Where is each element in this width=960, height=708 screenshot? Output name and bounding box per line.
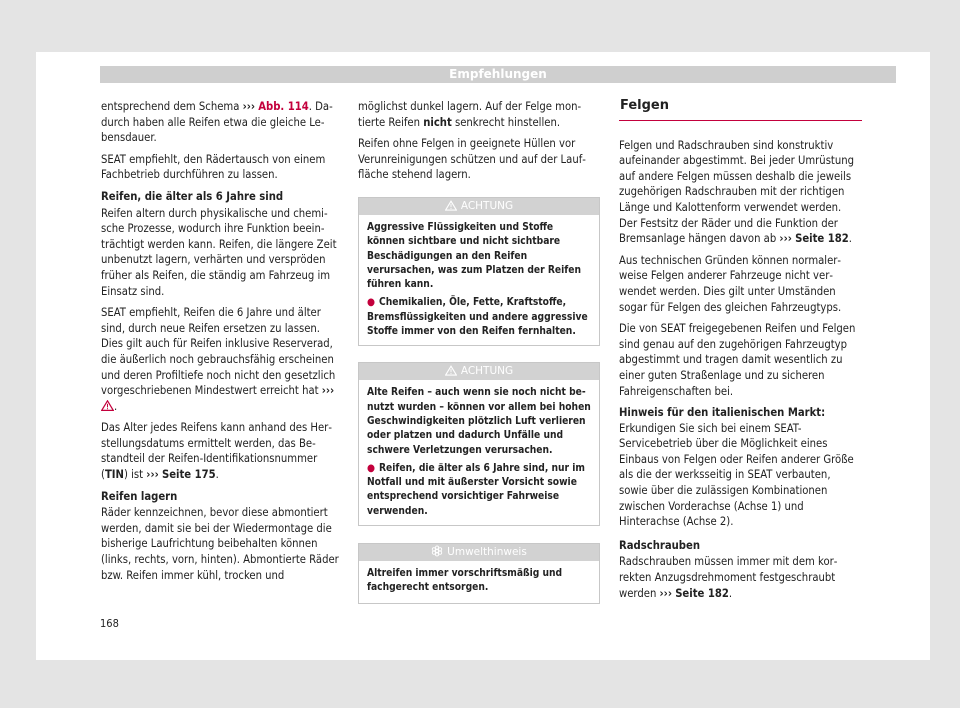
environment-flower-icon: [431, 545, 443, 557]
environment-title: Umwelthinweis: [447, 546, 527, 559]
emphasis: Hinweis für den italienischen Markt:: [619, 406, 826, 420]
paragraph-storage: Räder kennzeichnen, bevor diese abmontiert werden, damit sie bei der Wiedermontage die bisherige Laufrichtung beibehalten können (links, rechts, vorn, hinten). Abmontierte Räder bzw. Reifen immer kühl, trocken und: [101, 506, 339, 582]
paragraph-age: [101, 420, 341, 482]
warning-triangle-icon: [445, 200, 457, 211]
environment-box-body: [359, 561, 599, 603]
text: ) ist: [123, 468, 147, 482]
arrow-icon: ›››: [779, 232, 792, 246]
paragraph-covers: Reifen ohne Felgen in geeignete Hüllen vor Verunreinigungen schützen und auf der Lauffläche stehend lagern.: [358, 137, 586, 182]
arrow-icon: ›››: [242, 100, 256, 113]
page-link[interactable]: Seite 182: [795, 232, 849, 246]
text: entsprechend dem Schema: [101, 100, 243, 113]
text: Das Alter jedes Reifens kann anhand des Herstellungsdatums ermittelt werden, das Bestandteil der Reifen-Identifikationsnummer (: [101, 421, 332, 482]
warning-bullet-item: [367, 462, 591, 519]
warning-text: Alte Reifen – auch wenn sie noch nicht benutzt wurden – können vor allem bei hohen Geschwindigkeiten plötzlich Luft verlieren oder platzen und dadurch Unfälle und schwere Verletzungen verursachen.: [367, 387, 591, 456]
text: SEAT empfiehlt, Reifen die 6 Jahre und älter sind, durch neue Reifen ersetzen zu lassen. Dies gilt auch für Reifen inklusive Reserverad, die äußerlich noch gebrauchsfähig erscheinen und deren Profiltiefe noch nicht den gesetzlich vorgeschriebenen Mindestwert erreicht hat: [101, 306, 336, 398]
tin-label: TIN: [104, 468, 124, 482]
manual-page: [36, 52, 930, 660]
paragraph-storage-cont: [358, 99, 600, 130]
page-link[interactable]: Seite 175: [161, 468, 216, 482]
arrow-icon: ›››: [321, 384, 335, 398]
environment-box-header: [359, 544, 599, 561]
subheading-old-tires: Reifen, die älter als 6 Jahre sind: [101, 189, 284, 203]
arrow-icon: ›››: [659, 586, 672, 600]
page-number: 168: [100, 617, 119, 630]
paragraph-recommendation: SEAT empfiehlt, den Rädertausch von einem Fachbetrieb durchführen zu lassen.: [101, 152, 326, 182]
paragraph-schema: [101, 99, 341, 146]
warning-box-chemicals: [358, 197, 600, 346]
emphasis: nicht: [423, 115, 452, 129]
warning-triangle-icon[interactable]: [101, 400, 114, 411]
paragraph-approved: Die von SEAT freigegebenen Reifen und Felgen sind genau auf den zugehörigen Fahrzeugtyp abgestimmt und tragen damit wesentlich zu einer guten Straßenlage und zu sicheren Fahreigenschaften bei.: [619, 322, 856, 398]
text: . Dadurch haben alle Reifen etwa die gleiche Lebensdauer.: [101, 100, 333, 145]
page-link[interactable]: Seite 182: [675, 586, 729, 600]
bullet-icon: ●: [367, 462, 375, 474]
paragraph-italy: [619, 405, 862, 530]
subheading-wheel-bolts: Radschrauben: [619, 538, 700, 552]
column-middle: [358, 99, 600, 604]
figure-link[interactable]: Abb. 114: [258, 100, 309, 113]
column-right: [619, 99, 862, 607]
text: senkrecht hinstellen.: [451, 115, 561, 129]
paragraph-replace: [101, 305, 341, 414]
text: Felgen und Radschrauben sind konstruktiv aufeinander abgestimmt. Bei jeder Umrüstung auf andere Felgen müssen deshalb die jeweils zugehörigen Radschrauben mit der richtigen Länge und Kalottenform verwendet werden. Der Festsitz der Räder und die Funktion der Bremsanlage hängen davon ab: [619, 138, 855, 246]
text: Radschrauben müssen immer mit dem korrekten Anzugsdrehmoment festgeschraubt werden: [619, 555, 838, 600]
paragraph-wheel-bolts: [619, 554, 862, 601]
page-header: Empfehlungen: [100, 66, 896, 83]
column-left: [101, 99, 341, 589]
environment-text: Altreifen immer vorschriftsmäßig und fachgerecht entsorgen.: [367, 568, 563, 594]
paragraph-aging: Reifen altern durch physikalische und chemische Prozesse, wodurch ihre Funktion beeinträchtigt werden kann. Reifen, die längere Zeit unbenutzt lagern, verhärten und verspröden früher als Reifen, die ständig am Fahrzeug im Einsatz sind.: [101, 206, 337, 298]
warning-triangle-icon: [445, 365, 457, 376]
warning-title: ACHTUNG: [460, 365, 514, 378]
warning-title: ACHTUNG: [460, 199, 514, 212]
bullet-text: Chemikalien, Öle, Fette, Kraftstoffe, Bremsflüssigkeiten und andere aggressive Stoffe immer von den Reifen fernhalten.: [367, 297, 588, 338]
warning-box-body: [359, 215, 599, 345]
warning-bullet-item: [367, 296, 591, 339]
text: .: [848, 232, 852, 246]
text: möglichst dunkel lagern. Auf der Felge montierte Reifen: [358, 100, 582, 129]
warning-box-old-tires: [358, 362, 600, 526]
warning-box-body: [359, 380, 599, 525]
arrow-icon: ›››: [146, 468, 159, 482]
subheading-storage: Reifen lagern: [101, 489, 178, 503]
text: .: [215, 468, 219, 482]
environment-box: [358, 543, 600, 604]
warning-box-header: [359, 198, 599, 215]
warning-box-header: [359, 363, 599, 380]
paragraph-rims-screws: [619, 138, 862, 247]
section-title-rims: Felgen: [619, 98, 862, 121]
text: .: [728, 586, 733, 600]
paragraph-technical: Aus technischen Gründen können normalerweise Felgen anderer Fahrzeuge nicht verwendet werden. Dies gilt unter Umständen sogar für Felgen des gleichen Fahrzeugtyps.: [619, 253, 842, 314]
bullet-text: Reifen, die älter als 6 Jahre sind, nur im Notfall und mit äußerster Vorsicht sowie entsprechend vorsichtiger Fahrweise verwenden.: [367, 462, 585, 517]
bullet-icon: ●: [367, 297, 375, 309]
warning-text: Aggressive Flüssigkeiten und Stoffe können sichtbare und nicht sichtbare Beschädigungen an den Reifen verursachen, was zum Platzen der Reifen führen kann.: [367, 221, 581, 291]
text: Erkundigen Sie sich bei einem SEAT-Servicebetrieb über die Möglichkeit eines Einbaus von Felgen oder Reifen anderer Größe als die der werksseitig in SEAT verbauten, sowie über die zulässigen Kombinationen zwischen Vorderachse (Achse 1) und Hinterachse (Achse 2).: [619, 421, 854, 529]
text: .: [114, 399, 118, 413]
